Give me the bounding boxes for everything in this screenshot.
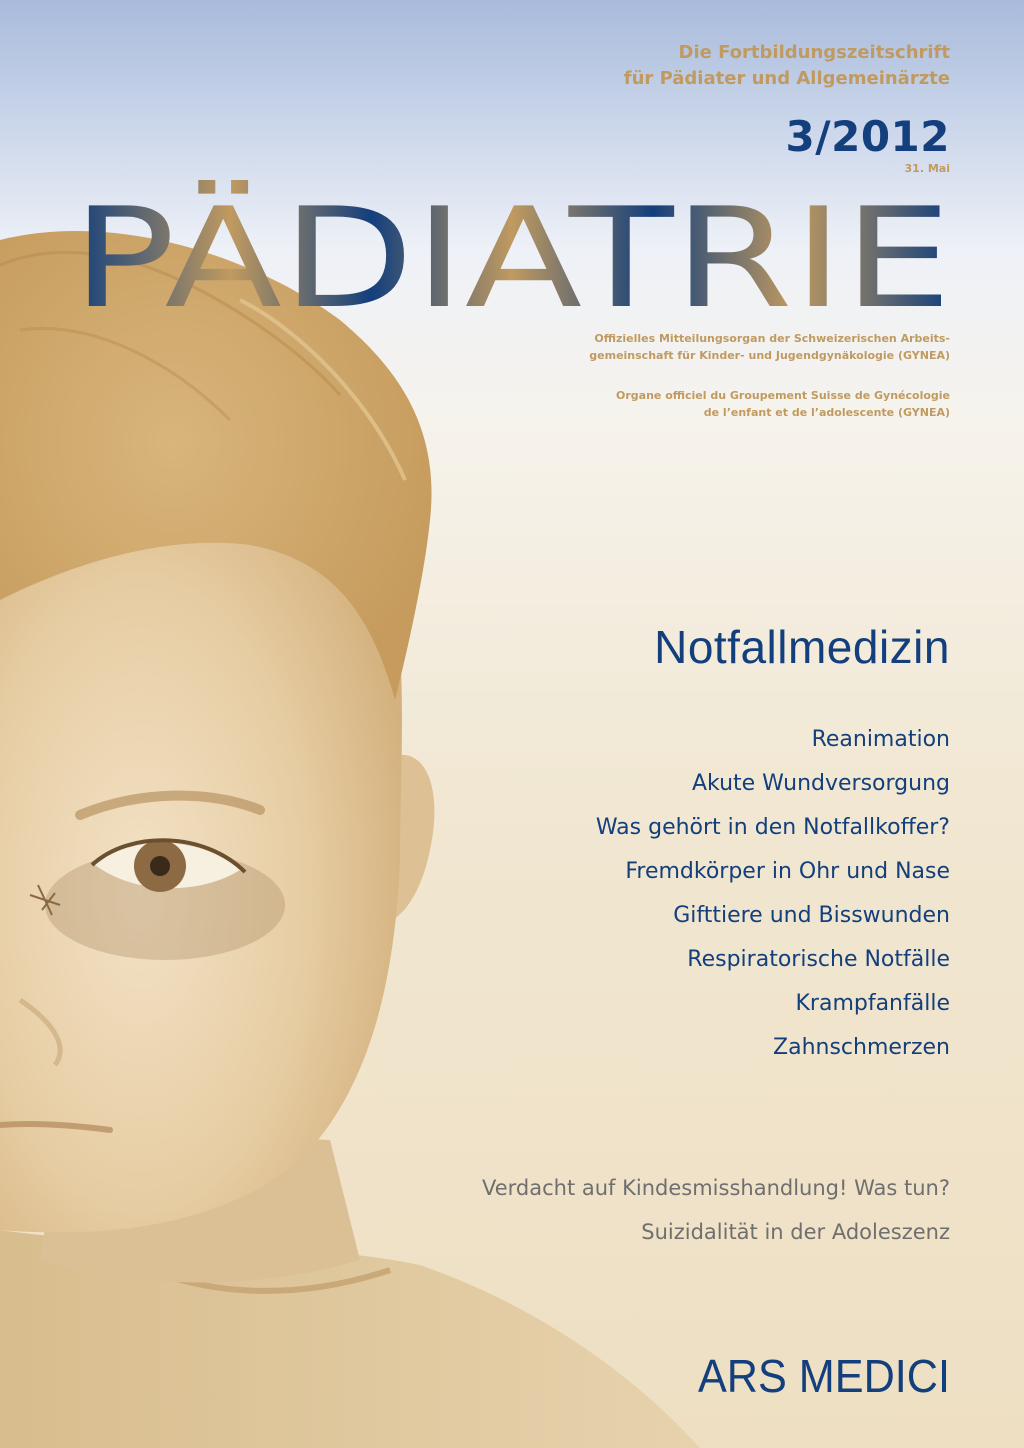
masthead-text: PÄDIATRIE <box>72 178 952 320</box>
extra-article-item: Suizidalität in der Adoleszenz <box>641 1220 950 1244</box>
issue-number: 3/2012 <box>785 112 950 161</box>
topic-list <box>596 722 950 1074</box>
extra-article-list <box>482 1172 950 1260</box>
topic-item: Respiratorische Notfälle <box>687 947 950 972</box>
affiliation-german-line-1: Offizielles Mitteilungsorgan der Schweizerischen Arbeits- <box>594 332 950 345</box>
extra-article-item: Verdacht auf Kindesmisshandlung! Was tun? <box>481 1176 950 1200</box>
issue-date: 31. Mai <box>904 162 950 175</box>
masthead-title <box>0 170 1024 320</box>
topic-item: Was gehört in den Notfallkoffer? <box>595 815 950 840</box>
tagline-line-2: für Pädiater und Allgemeinärzte <box>623 68 950 89</box>
tagline-line-1: Die Fortbildungszeitschrift <box>678 42 950 63</box>
publisher-logo-text: ARS MEDICI <box>698 1350 950 1402</box>
theme-title: Notfallmedizin <box>654 621 950 673</box>
topic-item: Krampfanfälle <box>795 991 950 1016</box>
affiliation-german-line-2: gemeinschaft für Kinder- und Jugendgynäkologie (GYNEA) <box>589 349 950 362</box>
topic-item: Zahnschmerzen <box>773 1035 950 1060</box>
topic-item: Akute Wundversorgung <box>691 771 950 796</box>
affiliation-german <box>589 330 950 364</box>
topic-item: Reanimation <box>811 727 950 752</box>
affiliation-french <box>616 387 950 421</box>
tagline <box>624 40 950 92</box>
publisher-logo <box>690 1330 960 1410</box>
affiliation-french-line-1: Organe officiel du Groupement Suisse de Gynécologie <box>616 389 950 402</box>
topic-item: Fremdkörper in Ohr und Nase <box>625 859 950 884</box>
topic-item: Gifttiere und Bisswunden <box>673 903 950 928</box>
affiliation-french-line-2: de l’enfant et de l’adolescente (GYNEA) <box>703 406 950 419</box>
